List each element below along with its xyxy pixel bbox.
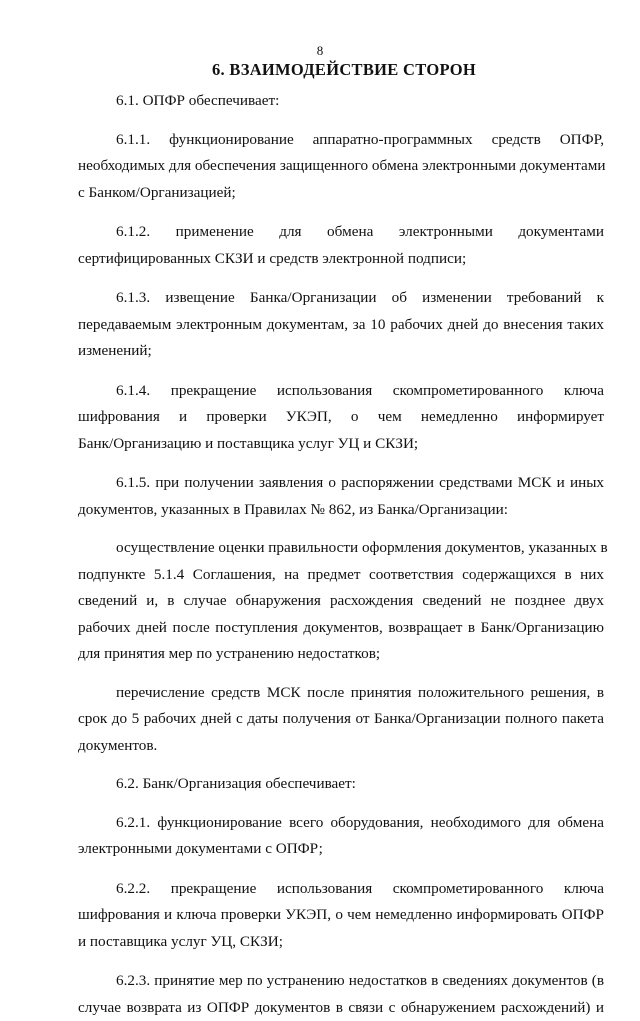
paragraph-6-1-4 (78, 378, 604, 458)
paragraph-6-2-1 (78, 810, 604, 863)
paragraph-6-2-2 (78, 876, 604, 956)
paragraph-line: 6.1.5. при получении заявления о распоряжении средствами МСК и иных (78, 470, 604, 497)
paragraph-line: 6.1.2. применение для обмена электронными документами (78, 219, 604, 246)
paragraph-line: документов. (78, 733, 604, 760)
paragraph-line: 6.1. ОПФР обеспечивает: (78, 88, 604, 115)
page-number: 8 (0, 44, 640, 58)
paragraph-line: для принятия мер по устранению недостатков; (78, 641, 604, 668)
paragraph-6-1-3 (78, 285, 604, 365)
paragraph-line: 6.1.3. извещение Банка/Организации об изменении требований к (78, 285, 604, 312)
paragraph-6-2 (78, 771, 604, 798)
section-body (78, 88, 604, 1021)
paragraph-line: осуществление оценки правильности оформления документов, указанных в (78, 535, 604, 562)
paragraph-line: 6.2.2. прекращение использования скомпрометированного ключа (78, 876, 604, 903)
paragraph-line: шифрования и ключа проверки УКЭП, о чем немедленно информировать ОПФР (78, 902, 604, 929)
paragraph-6-1-2 (78, 219, 604, 272)
paragraph-line: и поставщика услуг УЦ, СКЗИ; (78, 929, 604, 956)
paragraph-line: необходимых для обеспечения защищенного обмена электронными документами (78, 153, 604, 180)
paragraph-line: с Банком/Организацией; (78, 180, 604, 207)
paragraph-line: сертифицированных СКЗИ и средств электронной подписи; (78, 246, 604, 273)
paragraph-line: 6.2.3. принятие мер по устранению недостатков в сведениях документов (в (78, 968, 604, 995)
paragraph-line: 6.2.1. функционирование всего оборудования, необходимого для обмена (78, 810, 604, 837)
paragraph-6-1-5-transfer (78, 680, 604, 760)
paragraph-line: документов, указанных в Правилах № 862, из Банка/Организации: (78, 497, 604, 524)
paragraph-line: рабочих дней после поступления документов, возвращает в Банк/Организацию (78, 615, 604, 642)
paragraph-line: 6.2. Банк/Организация обеспечивает: (78, 771, 604, 798)
paragraph-line: 6.1.1. функционирование аппаратно-программных средств ОПФР, (78, 127, 604, 154)
paragraph-line: случае возврата из ОПФР документов в связи с обнаружением расхождений) и (78, 995, 604, 1021)
paragraph-line: подпункте 5.1.4 Соглашения, на предмет соответствия содержащихся в них (78, 562, 604, 589)
paragraph-6-2-3 (78, 968, 604, 1021)
paragraph-line: 6.1.4. прекращение использования скомпрометированного ключа (78, 378, 604, 405)
paragraph-6-1-5-assessment (78, 535, 604, 668)
paragraph-line: перечисление средств МСК после принятия положительного решения, в (78, 680, 604, 707)
paragraph-line: изменений; (78, 338, 604, 365)
paragraph-line: передаваемым электронным документам, за 10 рабочих дней до внесения таких (78, 312, 604, 339)
paragraph-6-1-1 (78, 127, 604, 207)
paragraph-line: электронными документами с ОПФР; (78, 836, 604, 863)
paragraph-line: срок до 5 рабочих дней с даты получения от Банка/Организации полного пакета (78, 706, 604, 733)
paragraph-line: шифрования и проверки УКЭП, о чем немедленно информирует (78, 404, 604, 431)
paragraph-line: Банк/Организацию и поставщика услуг УЦ и СКЗИ; (78, 431, 604, 458)
paragraph-line: сведений и, в случае обнаружения расхождения сведений не позднее двух (78, 588, 604, 615)
paragraph-6-1-5 (78, 470, 604, 523)
paragraph-6-1 (78, 88, 604, 115)
section-heading: 6. ВЗАИМОДЕЙСТВИЕ СТОРОН (0, 60, 640, 80)
